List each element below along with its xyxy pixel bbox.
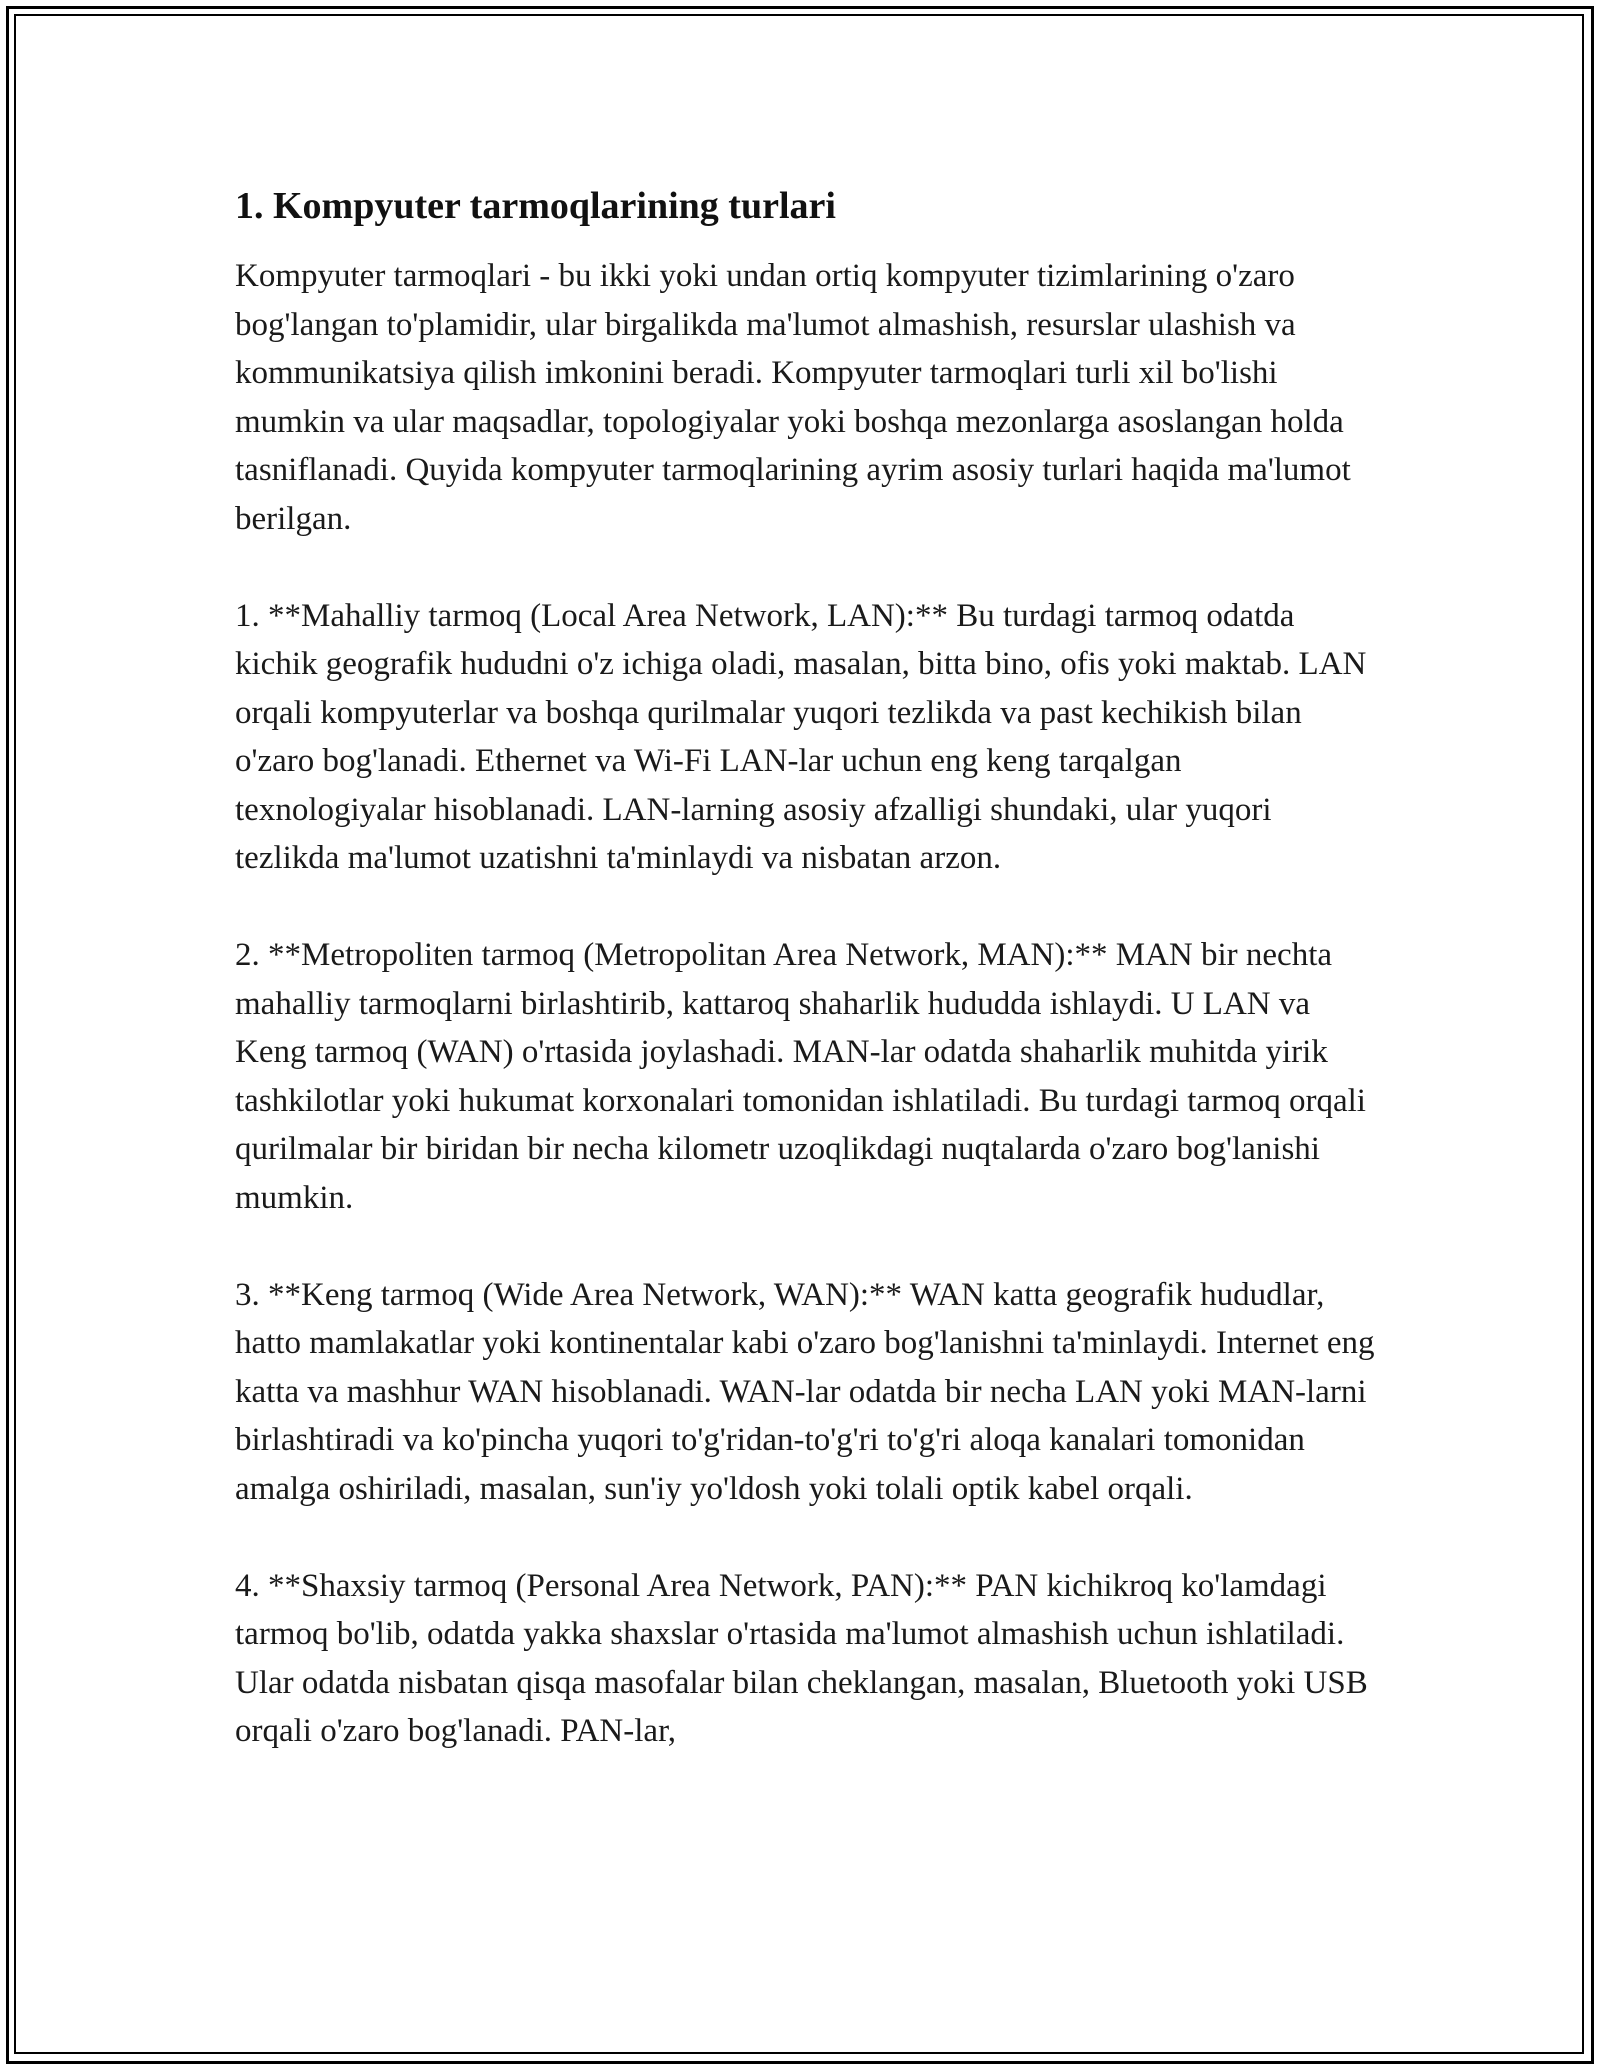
- list-item-lan: 1. **Mahalliy tarmoq (Local Area Network, LAN):** Bu turdagi tarmoq odatda kichik geografik hududni o'z ichiga oladi, masalan, bitta bino, ofis yoki maktab. LAN orqali kompyuterlar va boshqa qurilmalar yuqori tezlikda va past kechikish bilan o'zaro bog'lanadi. Ethernet va Wi-Fi LAN-lar uchun eng keng tarqalgan texnologiyalar hisoblanadi. LAN-larning asosiy afzalligi shundaki, ular yuqori tezlikda ma'lumot uzatishni ta'minlaydi va nisbatan arzon.: [235, 597, 1367, 876]
- list-item-wan: 3. **Keng tarmoq (Wide Area Network, WAN):** WAN katta geografik hududlar, hatto mamlakatlar yoki kontinentalar kabi o'zaro bog'lanishni ta'minlaydi. Internet eng katta va mashhur WAN hisoblanadi. WAN-lar odatda bir necha LAN yoki MAN-larni birlashtiradi va ko'pincha yuqori to'g'ridan-to'g'ri to'g'ri aloqa kanalari tomonidan amalga oshiriladi, masalan, sun'iy yo'ldosh yoki tolali optik kabel orqali.: [235, 1276, 1375, 1507]
- document-page: [235, 180, 1375, 1756]
- intro-paragraph: Kompyuter tarmoqlari - bu ikki yoki undan ortiq kompyuter tizimlarining o'zaro bog'langan to'plamidir, ular birgalikda ma'lumot almashish, resurslar ulashish va kommunikatsiya qilish imkonini beradi. Kompyuter tarmoqlari turli xil bo'lishi mumkin va ular maqsadlar, topologiyalar yoki boshqa mezonlarga asoslangan holda tasniflanadi. Quyida kompyuter tarmoqlarining ayrim asosiy turlari haqida ma'lumot berilgan.: [235, 258, 1351, 537]
- list-item-man: 2. **Metropoliten tarmoq (Metropolitan Area Network, MAN):** MAN bir nechta mahalliy tarmoqlarni birlashtirib, kattaroq shaharlik hududda ishlaydi. U LAN va Keng tarmoq (WAN) o'rtasida joylashadi. MAN-lar odatda shaharlik muhitda yirik tashkilotlar yoki hukumat korxonalari tomonidan ishlatiladi. Bu turdagi tarmoq orqali qurilmalar bir biridan bir necha kilometr uzoqlikdagi nuqtalarda o'zaro bog'lanishi mumkin.: [235, 937, 1366, 1216]
- list-item-pan: 4. **Shaxsiy tarmoq (Personal Area Network, PAN):** PAN kichikroq ko'lamdagi tarmoq bo'lib, odatda yakka shaxslar o'rtasida ma'lumot almashish uchun ishlatiladi. Ular odatda nisbatan qisqa masofalar bilan cheklangan, masalan, Bluetooth yoki USB orqali o'zaro bog'lanadi. PAN-lar,: [235, 1567, 1368, 1749]
- section-heading: 1. Kompyuter tarmoqlarining turlari: [235, 185, 836, 227]
